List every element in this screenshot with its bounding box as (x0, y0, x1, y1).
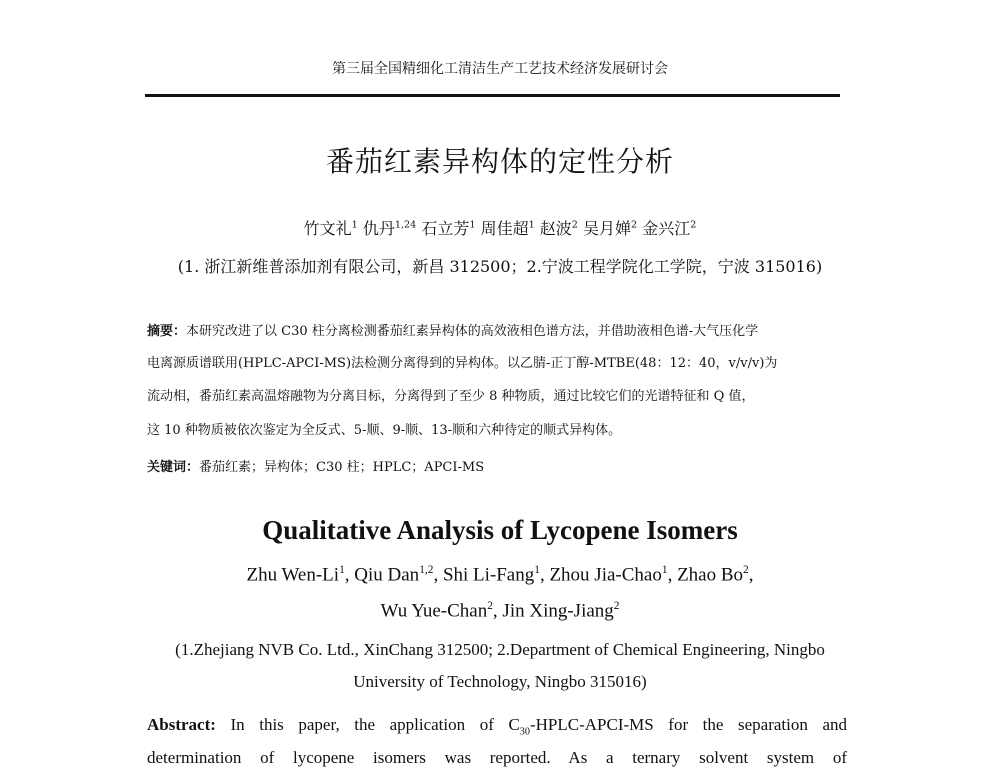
author-name: 石立芳 (421, 219, 470, 238)
author-name: 吴月婵 (583, 219, 632, 238)
chinese-abstract-line: 电离源质谱联用(HPLC-APCI-MS)法检测分离得到的异构体。以乙腈-正丁醇-MTBE(48：12：40，v/v/v)为 (147, 356, 778, 371)
author-name: Wu Yue-Chan (380, 600, 488, 622)
author-affiliation-mark: 1 (351, 219, 358, 231)
author-affiliation-mark: 1 (339, 564, 345, 576)
chinese-keywords (147, 456, 859, 475)
abstract-text: 本研究改进了以 C30 柱分离检测番茄红素异构体的高效液相色谱方法，并借助液相色谱-大气压化学 (186, 324, 759, 339)
author-name: 赵波 (539, 219, 572, 238)
author-affiliation-mark: 1,24 (394, 219, 417, 231)
english-abstract-line: determination of lycopene isomers was reported. As a ternary solvent system of (147, 748, 847, 767)
author-name: 竹文礼 (303, 219, 352, 238)
author-name: Jin Xing-Jiang (502, 600, 614, 622)
chinese-abstract-line (147, 320, 859, 339)
author-affiliation-mark: 2 (613, 600, 620, 612)
english-abstract-line (147, 715, 847, 737)
english-title: Qualitative Analysis of Lycopene Isomers (262, 515, 738, 545)
author-affiliation-mark: 2 (631, 219, 638, 231)
author-affiliation-mark: 1 (661, 564, 668, 576)
author-affiliation-mark: 2 (487, 600, 493, 612)
subscript: 30 (519, 726, 530, 738)
author-name: Shi Li-Fang (442, 564, 535, 586)
author-name: 仇丹 (362, 219, 395, 238)
english-affiliation: (1.Zhejiang NVB Co. Ltd., XinChang 312500; 2.Department of Chemical Engineering, Ningbo (175, 640, 825, 659)
conference-header: 第三届全国精细化工清洁生产工艺技术经济发展研讨会 (332, 61, 668, 77)
author-affiliation-mark: 1 (469, 219, 476, 231)
author-name: 周佳超 (480, 219, 529, 238)
author-name: Zhu Wen-Li (246, 564, 340, 586)
abstract-text: In this paper, the application of C (230, 715, 520, 734)
keywords-label: 关键词： (147, 460, 200, 475)
author-name: Zhou Jia-Chao (549, 564, 662, 586)
abstract-text: -HPLC-APCI-MS for the separation and (529, 715, 847, 734)
author-name: 金兴江 (642, 219, 691, 238)
author-affiliation-mark: 1 (534, 564, 540, 576)
english-affiliation: University of Technology, Ningbo 315016) (353, 672, 647, 691)
chinese-affiliation: (1. 浙江新维普添加剂有限公司，新昌 312500；2.宁波工程学院化工学院，宁波 315016) (177, 257, 823, 276)
abstract-label: 摘要： (147, 324, 187, 339)
english-authors-line2: Wu Yue-Chan$^2$, Jin Xing-Jiang$^2$ (380, 600, 620, 622)
english-authors-line1: Zhu Wen-Li$^1$, Qiu Dan$^{1,2}$, Shi Li-Fang$^1$, Zhou Jia-Chao$^1$, Zhao Bo$^2$, (246, 564, 754, 586)
author-affiliation-mark: 1 (528, 219, 535, 231)
keywords-text: 番茄红素；异构体；C30 柱；HPLC；APCI-MS (199, 460, 485, 475)
author-affiliation-mark: 2 (743, 564, 749, 576)
chinese-authors (0, 216, 1000, 239)
chinese-title: 番茄红素异构体的定性分析 (325, 145, 674, 178)
author-name: Zhao Bo (677, 564, 744, 586)
chinese-abstract-line: 流动相，番茄红素高温熔融物为分离目标，分离得到了至少 8 种物质，通过比较它们的光谱特征和 Q 值， (147, 389, 755, 404)
author-affiliation-mark: 1,2 (419, 564, 434, 576)
abstract-label: Abstract: (147, 715, 216, 734)
author-affiliation-mark: 2 (571, 219, 578, 231)
author-name: Qiu Dan (354, 564, 420, 586)
chinese-abstract-line: 这 10 种物质被依次鉴定为全反式、5-顺、9-顺、13-顺和六种待定的顺式异构体。 (147, 423, 622, 438)
author-affiliation-mark: 2 (690, 219, 697, 231)
header-rule (145, 94, 840, 97)
